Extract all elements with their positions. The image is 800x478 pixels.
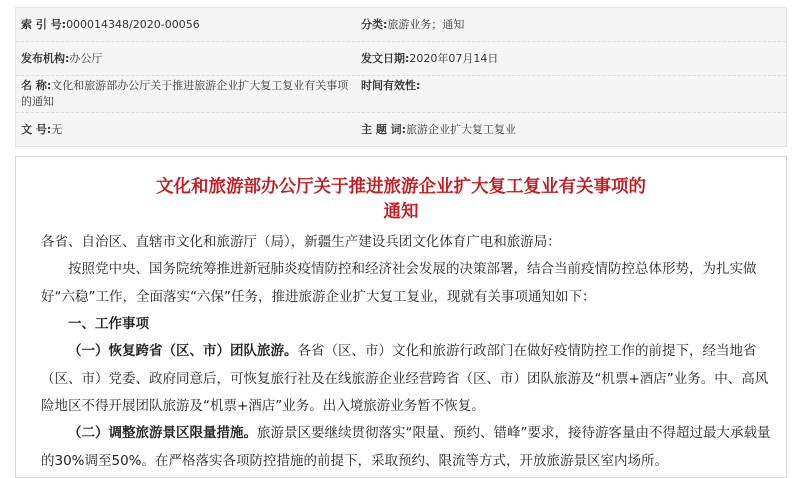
issue-date — [361, 51, 781, 67]
intro-paragraph: 按照党中央、国务院统筹推进新冠肺炎疫情防控和经济社会发展的决策部署，结合当前疫情防控总体形势，为扎实做好“六稳”工作，全面落实“六保”任务，推进旅游企业扩大复工复业，现就有关事项通知如下： — [41, 261, 757, 305]
issue-date-label: 发文日期: — [361, 52, 410, 65]
index-number — [21, 17, 351, 33]
item-2-paragraph — [41, 420, 776, 475]
document-number-value: 无 — [51, 123, 63, 136]
article-title-line2: 通知 — [383, 202, 419, 222]
item-2-heading: （二）调整旅游景区限量措施。 — [68, 425, 257, 441]
validity-label: 时间有效性: — [361, 79, 421, 92]
document-number-label: 文 号: — [21, 123, 52, 136]
meta-row — [16, 42, 786, 76]
document-name-label: 名 称: — [21, 79, 52, 92]
document-name-value: 文化和旅游部办公厅关于推进旅游企业扩大复工复业有关事项的通知 — [21, 79, 349, 108]
subject-keywords-label: 主 题 词: — [361, 123, 407, 136]
index-number-value: 000014348/2020-00056 — [66, 18, 200, 31]
item-1-body: 各省（区、市）文化和旅游行政部门在做好疫情防控工作的前提下，经当地省（区、市）党委、政府同意后，可恢复旅行社及在线旅游企业经营跨省（区、市）团队旅游及“机票+酒店”业务。中、高风险地区不得开展团队旅游及“机票+酒店”业务。出入境旅游业务暂不恢复。 — [41, 343, 769, 414]
document-meta-table — [15, 7, 787, 147]
validity — [361, 78, 781, 94]
document-number — [21, 122, 351, 138]
index-number-label: 索 引 号: — [21, 18, 67, 31]
item-1-paragraph — [41, 338, 776, 421]
section-heading: 一、工作事项 — [68, 316, 149, 332]
meta-row — [16, 76, 786, 113]
article-title — [16, 175, 786, 225]
issuer-label: 发布机构: — [21, 52, 70, 65]
item-2-body: 旅游景区要继续贯彻落实“限量、预约、错峰”要求，接待游客量由不得超过最大承载量的30%调至50%。在严格落实各项防控措施的前提下，采取预约、限流等方式，开放旅游景区室内场所。 — [41, 425, 771, 469]
subject-keywords — [361, 122, 781, 138]
issuer-value: 办公厅 — [69, 52, 103, 65]
category — [361, 17, 781, 33]
issue-date-value: 2020年07月14日 — [409, 52, 499, 65]
meta-row — [16, 8, 786, 42]
item-1-heading: （一）恢复跨省（区、市）团队旅游。 — [68, 343, 298, 359]
document-name — [21, 78, 356, 110]
category-label: 分类: — [361, 18, 388, 31]
category-value: 旅游业务；通知 — [387, 18, 465, 31]
issuer — [21, 51, 351, 67]
article-body — [15, 156, 787, 478]
salutation: 各省、自治区、直辖市文化和旅游厅（局），新疆生产建设兵团文化体育广电和旅游局： — [41, 234, 561, 250]
article-title-line1: 文化和旅游部办公厅关于推进旅游企业扩大复工复业有关事项的 — [156, 177, 646, 197]
meta-row — [16, 113, 786, 146]
subject-keywords-value: 旅游企业扩大复工复业 — [406, 123, 517, 136]
